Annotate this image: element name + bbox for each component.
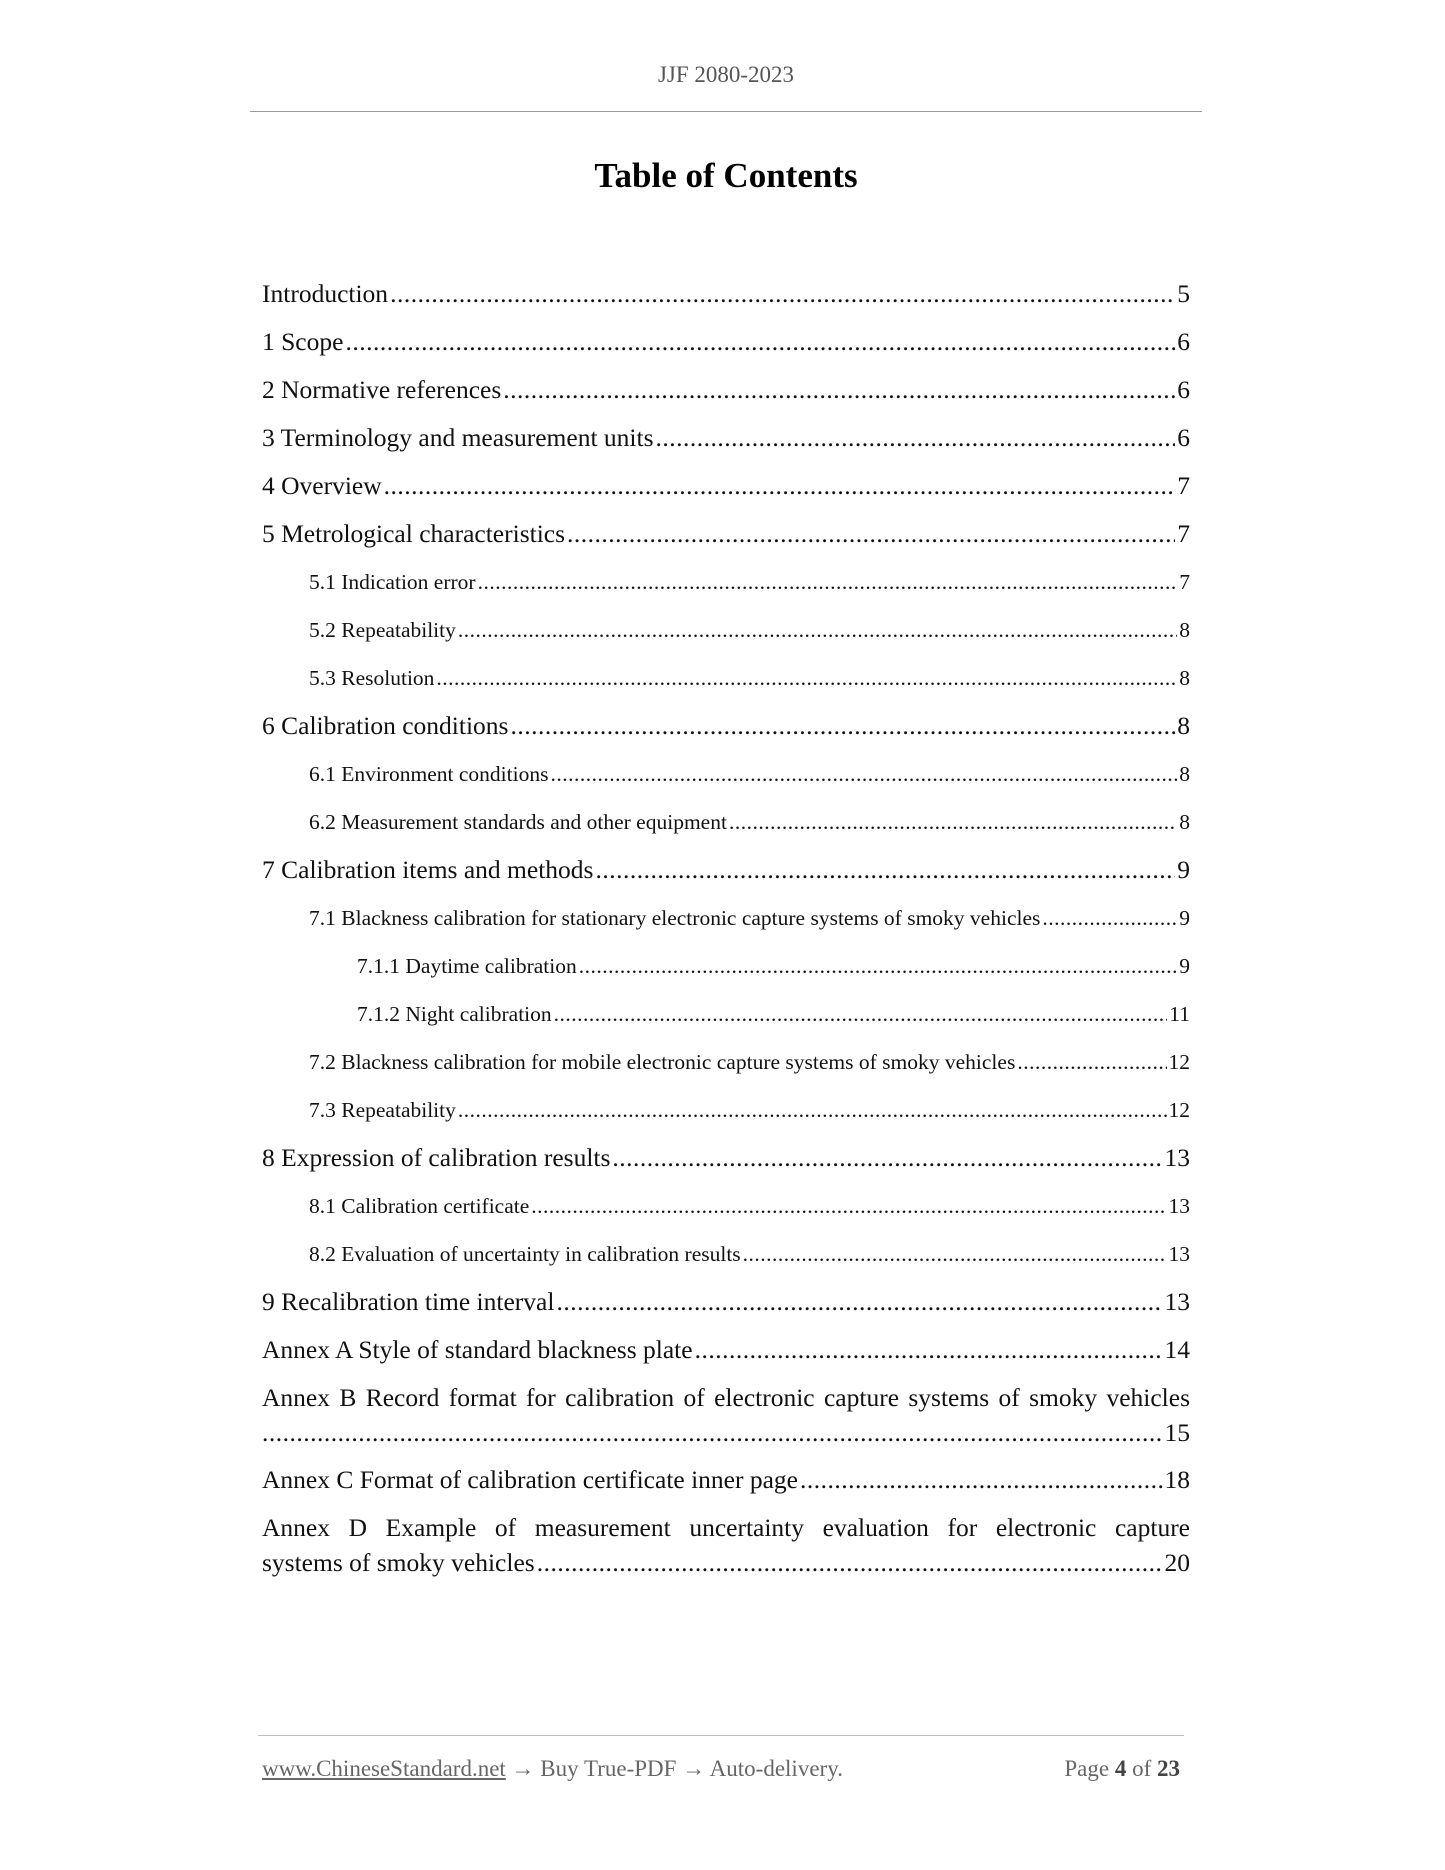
toc-entry[interactable]: [262, 798, 1190, 846]
toc-leader-dots: [458, 606, 1177, 654]
toc-leader-dots: [436, 654, 1177, 702]
toc-entry-text: 5.3 Resolution: [309, 666, 435, 690]
toc-entry-text: 7.2 Blackness calibration for mobile electronic capture systems of smoky vehicles: [309, 1050, 1016, 1074]
toc-entry[interactable]: [262, 1278, 1190, 1326]
toc-entry-text: 4 Overview: [262, 471, 382, 500]
page-number: [1064, 1756, 1180, 1782]
toc-entry-text: 5.1 Indication error: [309, 570, 476, 594]
toc-leader-dots: [656, 414, 1176, 462]
toc-leader-dots: [595, 846, 1175, 894]
toc-entry-page: 13: [1168, 1242, 1190, 1266]
toc-entry-text: 5 Metrological characteristics: [262, 519, 566, 548]
toc-entry-page: 5: [1177, 279, 1190, 308]
toc-leader-dots: [345, 318, 1175, 366]
toc-leader-dots: [537, 1545, 1163, 1580]
toc-entry-page: 6: [1177, 423, 1190, 452]
toc-entry-page: 8: [1179, 666, 1190, 690]
running-header: JJF 2080-2023: [657, 62, 795, 87]
toc-entry[interactable]: [262, 606, 1190, 654]
toc-entry-text: 6.1 Environment conditions: [309, 762, 549, 786]
toc-entry-text: 1 Scope: [262, 327, 344, 356]
toc-entry-page: 7: [1177, 519, 1190, 548]
page-current: 4: [1114, 1756, 1127, 1781]
toc-entry-page: 13: [1164, 1143, 1190, 1172]
toc-entry-page: 20: [1164, 1548, 1190, 1577]
toc-entry[interactable]: [262, 894, 1190, 942]
toc-entry-text: 7.1.2 Night calibration: [357, 1002, 552, 1026]
toc-entry[interactable]: [262, 462, 1190, 510]
toc-entry-page: 14: [1164, 1335, 1190, 1364]
toc-entry-text: 8 Expression of calibration results: [262, 1143, 611, 1172]
footer-left: [262, 1756, 843, 1782]
toc-entry[interactable]: [262, 846, 1190, 894]
toc-leader-dots: [478, 558, 1178, 606]
of-label: of: [1132, 1756, 1152, 1781]
toc-entry-annex-d[interactable]: [262, 1510, 1190, 1580]
toc-entry-page: 7: [1179, 570, 1190, 594]
toc-entry-page: 13: [1164, 1287, 1190, 1316]
toc-entry[interactable]: [262, 1086, 1190, 1134]
toc-entry-page: 8: [1177, 711, 1190, 740]
toc-leader-dots: [556, 1278, 1162, 1326]
toc-entry-text: 7.3 Repeatability: [309, 1098, 456, 1122]
toc-entry[interactable]: [262, 1456, 1190, 1504]
toc-leader-dots: [612, 1134, 1162, 1182]
toc-entry[interactable]: [262, 942, 1190, 990]
toc-entry[interactable]: [262, 558, 1190, 606]
header-divider: [250, 111, 1202, 112]
toc-entry[interactable]: [262, 1038, 1190, 1086]
toc-entry[interactable]: [262, 990, 1190, 1038]
toc-leader-dots: [579, 942, 1178, 990]
toc-entry-page: 9: [1179, 906, 1190, 930]
arrow-right-icon: →: [511, 1756, 535, 1781]
arrow-right-icon: →: [682, 1756, 706, 1781]
toc-leader-dots: [458, 1086, 1167, 1134]
toc-leader-dots: [554, 990, 1168, 1038]
toc-entry-text: 7.1.1 Daytime calibration: [357, 954, 577, 978]
toc-entry-page: 12: [1168, 1098, 1190, 1122]
toc-leader-dots: [567, 510, 1175, 558]
toc-entry-text: 5.2 Repeatability: [309, 618, 456, 642]
toc-entry[interactable]: [262, 510, 1190, 558]
toc-leader-dots: [800, 1456, 1163, 1504]
toc-entry-page: 13: [1168, 1194, 1190, 1218]
toc-entry[interactable]: [262, 366, 1190, 414]
toc-entry-text: 6 Calibration conditions: [262, 711, 509, 740]
page-label: Page: [1064, 1756, 1110, 1781]
toc-leader-dots: [531, 1182, 1166, 1230]
page-total: 23: [1157, 1756, 1180, 1781]
toc-entry-text: 9 Recalibration time interval: [262, 1287, 555, 1316]
toc-leader-dots: [729, 798, 1177, 846]
page-title: Table of Contents: [594, 156, 858, 195]
toc-entry-text: Annex D Example of measurement uncertainty evaluation for electronic capture: [262, 1513, 1190, 1542]
toc-entry-text: 7 Calibration items and methods: [262, 855, 594, 884]
toc-entry[interactable]: [262, 654, 1190, 702]
toc-leader-dots: [550, 750, 1177, 798]
toc-entry-page: 15: [1164, 1418, 1190, 1447]
toc-entry[interactable]: [262, 414, 1190, 462]
toc-leader-dots: [510, 702, 1175, 750]
toc-leader-dots: [384, 462, 1176, 510]
toc-entry-page: 8: [1179, 618, 1190, 642]
toc-entry[interactable]: [262, 1230, 1190, 1278]
toc-entry-text: 7.1 Blackness calibration for stationary electronic capture systems of smoky vehicles: [309, 906, 1041, 930]
toc-entry[interactable]: [262, 702, 1190, 750]
toc-entry-text: 8.2 Evaluation of uncertainty in calibration results: [309, 1242, 741, 1266]
page-footer: [262, 1756, 1180, 1782]
toc-entry-page: 18: [1164, 1465, 1190, 1494]
toc-entry[interactable]: [262, 318, 1190, 366]
toc-leader-dots: [743, 1230, 1167, 1278]
toc-entry[interactable]: [262, 750, 1190, 798]
toc-entry-text: Annex A Style of standard blackness plate: [262, 1335, 693, 1364]
toc-entry-page: 9: [1177, 855, 1190, 884]
toc-entry-text: Introduction: [262, 279, 389, 308]
toc-entry-page: 8: [1179, 762, 1190, 786]
toc-entry-text: Annex C Format of calibration certificate inner page: [262, 1465, 798, 1494]
toc-entry-text: 3 Terminology and measurement units: [262, 423, 654, 452]
toc-entry-text: 6.2 Measurement standards and other equipment: [309, 810, 727, 834]
toc-entry[interactable]: [262, 1326, 1190, 1374]
toc-entry-page: 9: [1179, 954, 1190, 978]
footer-divider: [258, 1735, 1184, 1736]
toc-leader-dots: [503, 366, 1175, 414]
toc-entry-text: 2 Normative references: [262, 375, 502, 404]
toc-entry-text-cont: systems of smoky vehicles: [262, 1548, 535, 1577]
toc-leader-dots: [1042, 894, 1177, 942]
website-link[interactable]: www.ChineseStandard.net: [262, 1756, 506, 1781]
toc-entry[interactable]: [262, 1134, 1190, 1182]
toc-entry-page: 12: [1168, 1050, 1190, 1074]
table-of-contents: [262, 270, 1190, 1586]
toc-leader-dots: [262, 1415, 1163, 1450]
toc-entry-text: Annex B Record format for calibration of electronic capture systems of smoky vehicles: [262, 1383, 1190, 1412]
toc-leader-dots: [1017, 1038, 1166, 1086]
delivery-text: Auto-delivery.: [709, 1756, 843, 1781]
toc-entry-page: 8: [1179, 810, 1190, 834]
toc-entry-page: 11: [1169, 1002, 1190, 1026]
toc-entry-page: 6: [1177, 327, 1190, 356]
toc-entry-page: 6: [1177, 375, 1190, 404]
toc-entry-text: 8.1 Calibration certificate: [309, 1194, 530, 1218]
toc-entry-page: 7: [1177, 471, 1190, 500]
toc-entry[interactable]: [262, 270, 1190, 318]
toc-entry[interactable]: [262, 1182, 1190, 1230]
toc-entry-annex-b[interactable]: [262, 1380, 1190, 1450]
buy-text: Buy True-PDF: [540, 1756, 677, 1781]
toc-leader-dots: [695, 1326, 1163, 1374]
toc-leader-dots: [390, 270, 1175, 318]
